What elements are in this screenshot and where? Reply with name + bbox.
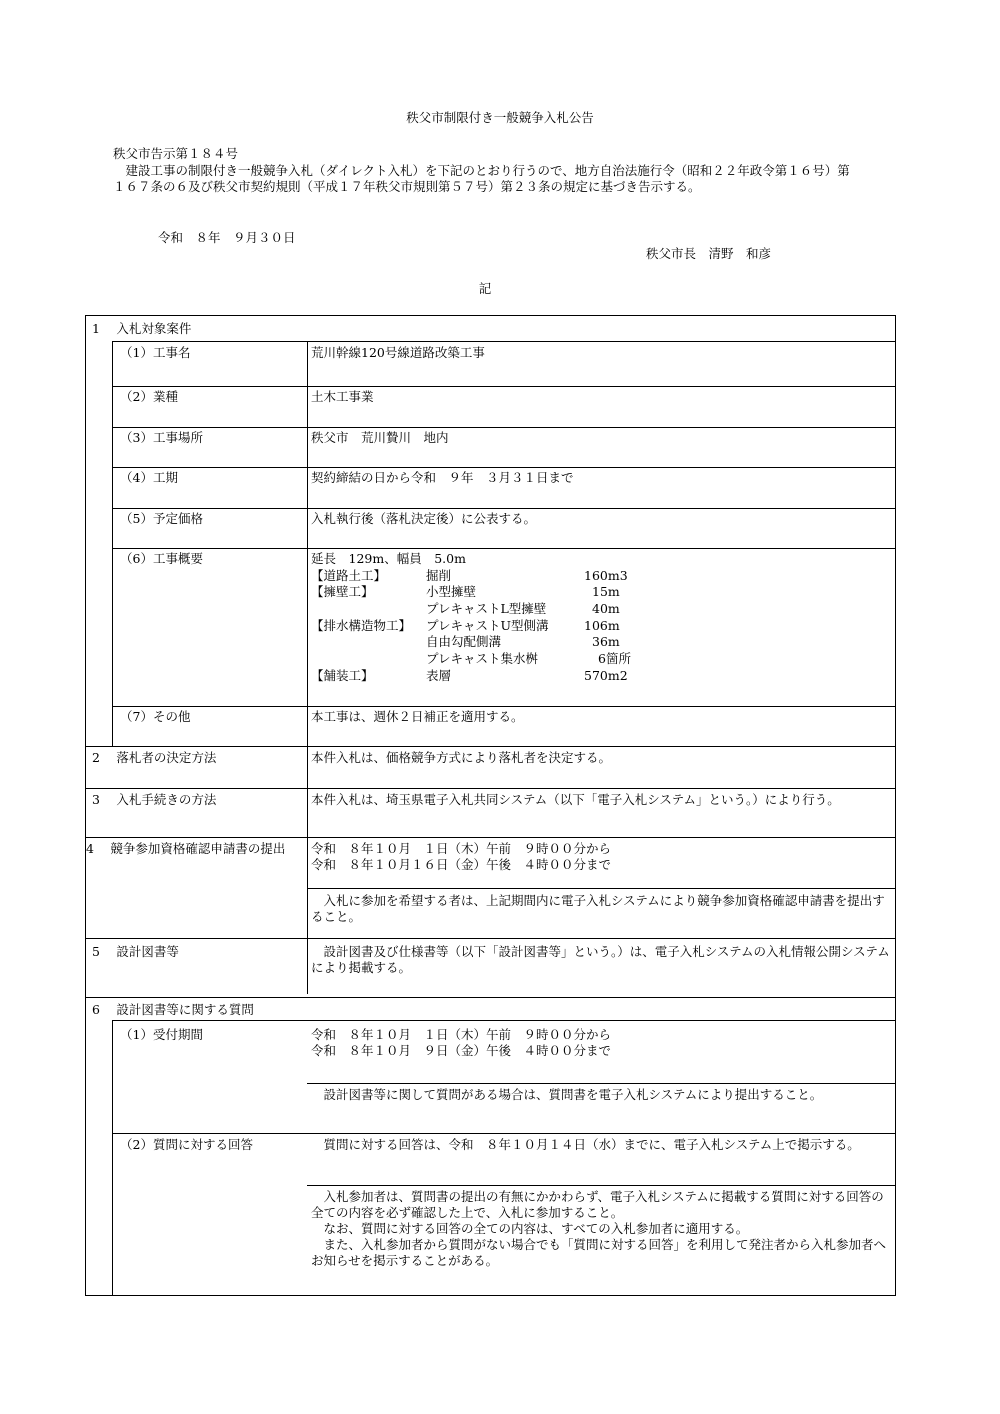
item-label-other: （7）その他 — [120, 709, 191, 724]
overview-qty: 36m — [592, 634, 620, 649]
signer: 秩父市長 清野 和彦 — [646, 246, 772, 261]
overview-qty: 15m — [592, 584, 620, 599]
item-label-place: （3）工事場所 — [120, 430, 203, 445]
section-3-value: 本件入札は、埼玉県電子入札共同システム（以下「電子入札システム」という。）により行う。 — [311, 792, 840, 807]
reception-label: （1）受付期間 — [120, 1027, 203, 1042]
section-3-title: 3 入札手続きの方法 — [92, 792, 217, 807]
section-4-line2: 令和 ８年１０月１６日（金）午後 ４時００分まで — [311, 857, 612, 872]
section-1-title: 1 入札対象案件 — [92, 321, 192, 336]
item-label-price: （5）予定価格 — [120, 511, 203, 526]
section-4-line1: 令和 ８年１０月 １日（木）午前 ９時００分から — [311, 841, 612, 856]
answer-note-1: 入札参加者は、質問書の提出の有無にかかわらず、電子入札システムに掲載する質問に対する回答の全ての内容を必ず確認した上で、入札に参加すること。 — [311, 1189, 884, 1220]
item-value-place: 秩父市 荒川贄川 地内 — [311, 430, 449, 445]
section-4-title: 4 競争参加資格確認申請書の提出 — [86, 841, 286, 856]
item-label-period: （4）工期 — [120, 470, 178, 485]
answer-label: （2）質問に対する回答 — [120, 1137, 253, 1152]
page-title: 秩父市制限付き一般競争入札公告 — [406, 110, 594, 125]
overview-work: 自由勾配側溝 — [426, 634, 502, 649]
section-5-value: 設計図書及び仕様書等（以下「設計図書等」という。）は、電子入札システムの入札情報公開システムにより掲載する。 — [311, 944, 890, 975]
overview-qty: 570m2 — [584, 668, 628, 683]
overview-category: 【擁壁工】 — [311, 584, 374, 599]
item-label-type: （2）業種 — [120, 389, 178, 404]
overview-work: 表層 — [426, 668, 452, 683]
item-value-type: 土木工事業 — [311, 389, 374, 404]
item-value-period: 契約締結の日から令和 ９年 ３月３１日まで — [311, 470, 574, 485]
item-label-name: （1）工事名 — [120, 345, 191, 360]
overview-category: 【舗装工】 — [311, 668, 374, 683]
overview-work: 掘削 — [426, 568, 452, 583]
item-value-name: 荒川幹線120号線道路改築工事 — [311, 345, 485, 360]
overview-qty: 106m — [584, 618, 620, 633]
section-4-note: 入札に参加を希望する者は、上記期間内に電子入札システムにより競争参加資格確認申請書を提出すること。 — [311, 893, 885, 924]
overview-work: 小型擁壁 — [426, 584, 477, 599]
overview-line: 延長 129m、幅員 5.0m — [311, 551, 466, 566]
reception-line2: 令和 ８年１０月 ９日（金）午後 ４時００分まで — [311, 1043, 612, 1058]
overview-qty: 40m — [592, 601, 620, 616]
overview-work: プレキャスト集水桝 — [426, 651, 539, 666]
answer-note-2: なお、質問に対する回答の全ての内容は、すべての入札参加者に適用する。 — [311, 1221, 749, 1236]
reception-line1: 令和 ８年１０月 １日（木）午前 ９時００分から — [311, 1027, 612, 1042]
intro-text: 建設工事の制限付き一般競争入札（ダイレクト入札）を下記のとおり行うので、地方自治法施行令（昭和２２年政令第１６号）第１６７条の６及び秩父市契約規則（平成１７年秩父市規則第５７号）第２３条の規定に基づき告示する。 — [113, 163, 850, 194]
notice-number: 秩父市告示第１８４号 — [113, 146, 239, 161]
overview-work: プレキャストU型側溝 — [426, 618, 549, 633]
section-6-title: 6 設計図書等に関する質問 — [92, 1002, 254, 1017]
section-5-title: 5 設計図書等 — [92, 944, 179, 959]
overview-category: 【排水構造物工】 — [311, 618, 412, 633]
answer-value: 質問に対する回答は、令和 ８年１０月１４日（水）までに、電子入札システム上で掲示する。 — [311, 1137, 860, 1152]
section-2-title: 2 落札者の決定方法 — [92, 750, 217, 765]
overview-work: プレキャストL型擁壁 — [426, 601, 547, 616]
reception-note: 設計図書等に関して質問がある場合は、質問書を電子入札システムにより提出すること。 — [311, 1087, 823, 1102]
section-2-value: 本件入札は、価格競争方式により落札者を決定する。 — [311, 750, 612, 765]
notice-date: 令和 ８年 ９月３０日 — [158, 230, 296, 245]
ki-mark: 記 — [478, 281, 492, 296]
overview-qty: 160m3 — [584, 568, 628, 583]
overview-category: 【道路土工】 — [311, 568, 387, 583]
item-label-overview: （6）工事概要 — [120, 551, 203, 566]
item-value-other: 本工事は、週休２日補正を適用する。 — [311, 709, 524, 724]
overview-qty: 6箇所 — [598, 651, 631, 666]
item-value-price: 入札執行後（落札決定後）に公表する。 — [311, 511, 537, 526]
answer-note-3: また、入札参加者から質問がない場合でも「質問に対する回答」を利用して発注者から入札参加者へお知らせを掲示することがある。 — [311, 1237, 887, 1268]
details-table — [85, 315, 896, 1296]
